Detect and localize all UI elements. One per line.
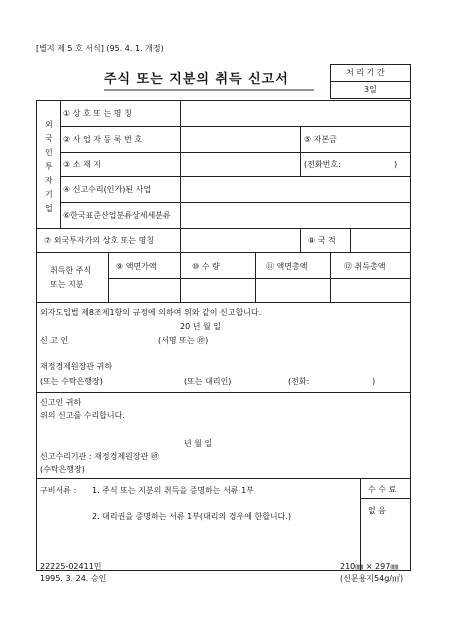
form-code: 22225-02411민 [40,562,102,571]
acceptance-date: 년 월 일 [184,439,213,448]
processing-value: 3일 [364,85,377,94]
phone-label-close: ) [394,160,398,169]
acceptance-bank: (수탁은행장) [40,465,85,474]
nationality-label: ⑧ 국 적 [308,236,336,245]
address-label: ③ 소 재 지 [63,160,101,169]
addressee-minister: 재정경제원장관 귀하 [40,362,113,371]
industry-classification-label: ⑥한국표준산업분류상세세분류 [63,211,171,220]
capital-label: ⑤ 자본금 [304,135,337,144]
signature-label: (서명 또는 ㊞) [158,336,209,345]
acceptance-addressee: 신고인 귀하 [40,398,82,407]
proxy-label: (또는 대리인) [184,377,232,386]
total-par-value-header: ⑪ 액면총액 [266,262,308,271]
title-underline [104,89,314,91]
processing-label: 처 리 기 간 [346,68,385,77]
declaration-phone-label: (전화: [288,377,310,386]
business-number-label: ② 사 업 자 등 록 번 호 [63,135,143,144]
approval-date: 1995. 3. 24. 승인 [40,574,107,583]
company-name-label: ① 상 호 또 는 명 칭 [63,109,132,118]
fee-label: 수 수 료 [368,485,397,494]
shares-row-label-1: 취득한 주식 [50,266,92,275]
total-acquisition-header: ⑫ 취득총액 [344,262,386,271]
foreign-investor-name-label: ⑦ 외국투자가의 상호 또는 명칭 [44,236,155,245]
document-item-1: 1. 주식 또는 지분의 취득을 증명하는 서류 1부 [92,486,254,495]
fee-value: 없 음 [368,506,386,515]
declaration-phone-close: ) [372,377,376,386]
acceptance-authority: 신고수리기관 : 재정경제원장관 ㊞ [40,452,159,461]
declaration-text: 외자도입법 제8조제1항의 규정에 의하여 위와 같이 신고합니다. [40,308,262,317]
approved-business-label: ④ 신고수리(인가)된 사업 [63,185,152,194]
declarant-label: 신 고 인 [40,336,69,345]
declaration-date: 20 년 월 일 [180,322,221,331]
par-value-header: ⑨ 액면가액 [116,262,157,271]
acceptance-text: 위의 신고를 수리합니다. [40,411,125,420]
document-item-2: 2. 대리권을 증명하는 서류 1부(대리의 경우에 한합니다.) [92,512,292,521]
documents-label: 구비서류 : [40,486,77,495]
page-title: 주식 또는 지분의 취득 신고서 [104,72,289,87]
paper-type: (신문용지54g/㎡) [340,574,404,583]
quantity-header: ⑩ 수 량 [192,262,220,271]
paper-size: 210㎜ × 297㎜ [340,562,399,571]
form-reference: [별지 제 5 호 서식] (95. 4. 1. 개정) [36,44,164,53]
addressee-bank: (또는 수탁은행장) [40,377,103,386]
phone-label: (전화번호: [304,160,341,169]
shares-row-label-2: 또는 지분 [50,280,84,289]
